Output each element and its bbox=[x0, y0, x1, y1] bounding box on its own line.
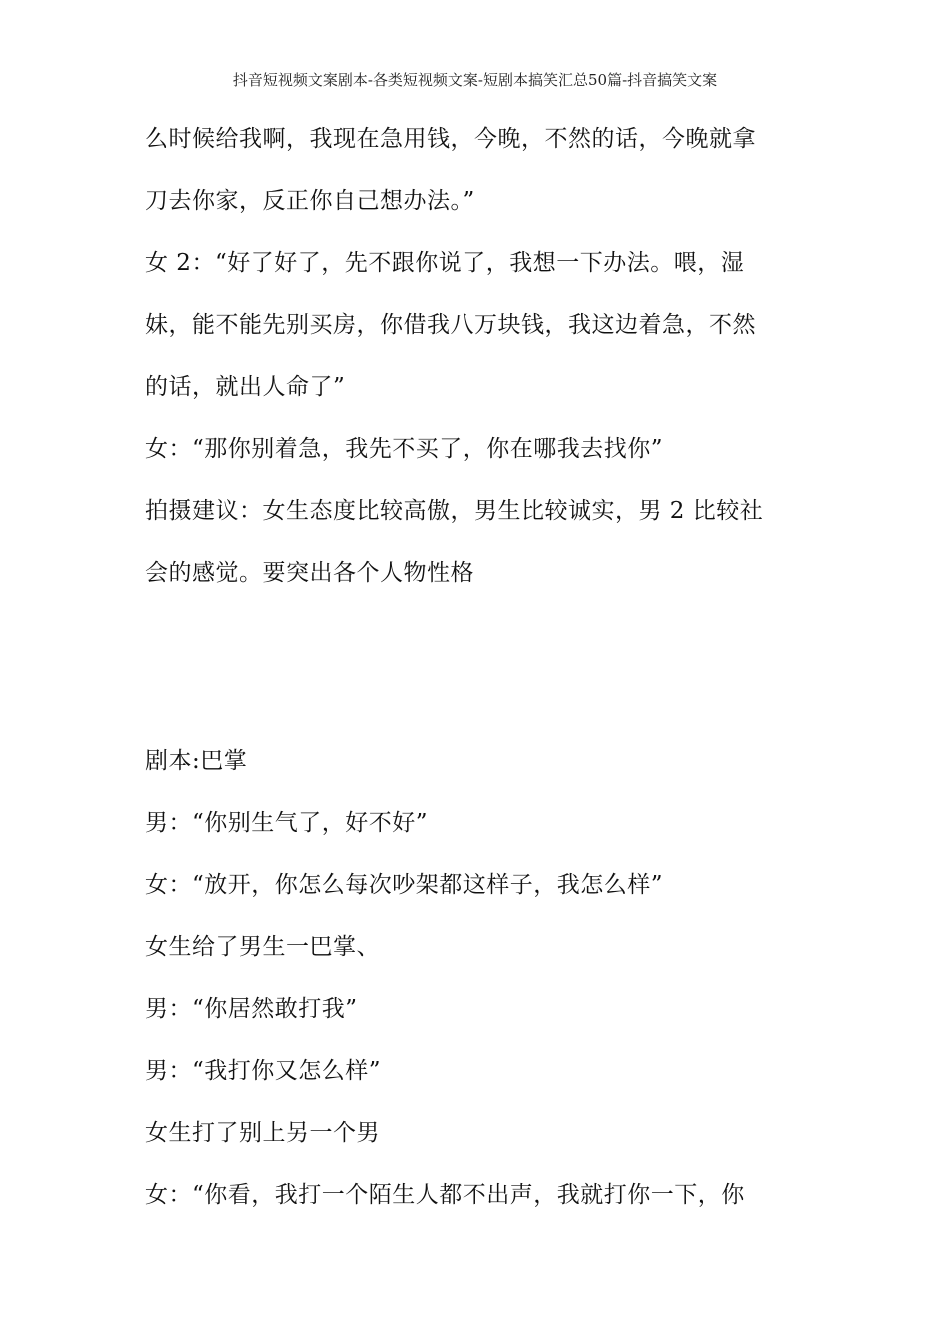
text-line: 女生给了男生一巴掌、 bbox=[145, 934, 380, 960]
script-slap bbox=[145, 730, 810, 1226]
text-line: 刀去你家，反正你自己想办法。” bbox=[145, 188, 475, 214]
text-line: 女：“那你别着急，我先不买了，你在哪我去找你” bbox=[145, 436, 664, 462]
text-line: 女：“你看，我打一个陌生人都不出声，我就打你一下，你 bbox=[145, 1182, 745, 1208]
text-line: 么时候给我啊，我现在急用钱，今晚，不然的话，今晚就拿 bbox=[145, 126, 756, 152]
text-line: 拍摄建议：女生态度比较高傲，男生比较诚实，男 2 比较社 bbox=[145, 498, 764, 524]
script-title: 剧本:巴掌 bbox=[145, 748, 248, 774]
script-continuation bbox=[145, 108, 810, 604]
text-line: 男：“我打你又怎么样” bbox=[145, 1058, 382, 1084]
text-line: 女 2：“好了好了，先不跟你说了，我想一下办法。喂，湿 bbox=[145, 250, 745, 276]
text-line: 男：“你居然敢打我” bbox=[145, 996, 358, 1022]
text-line: 女生打了别上另一个男 bbox=[145, 1120, 380, 1146]
text-line: 男：“你别生气了，好不好” bbox=[145, 810, 429, 836]
text-line: 女：“放开，你怎么每次吵架都这样子，我怎么样” bbox=[145, 872, 664, 898]
page-header: 抖音短视频文案剧本-各类短视频文案-短剧本搞笑汇总50篇-抖音搞笑文案 bbox=[232, 71, 718, 89]
text-line: 会的感觉。要突出各个人物性格 bbox=[145, 560, 474, 586]
text-line: 妹，能不能先别买房，你借我八万块钱，我这边着急，不然 bbox=[145, 312, 756, 338]
text-line: 的话，就出人命了” bbox=[145, 374, 346, 400]
